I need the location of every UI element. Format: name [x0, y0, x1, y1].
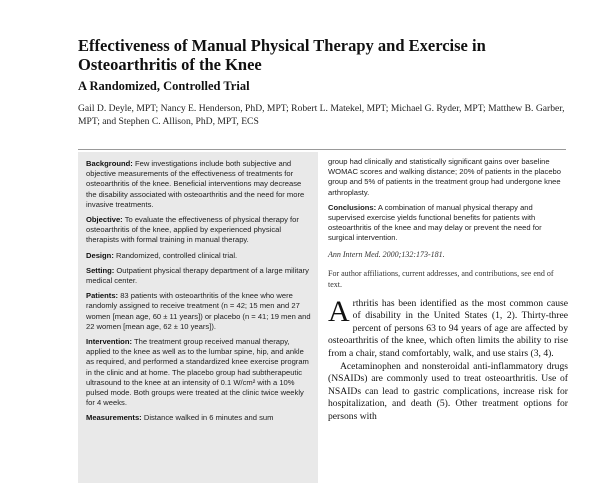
author-note: For author affiliations, current addresses, and contributions, see end of text.	[328, 268, 554, 289]
abstract-measurements	[86, 413, 312, 423]
body-paragraph-2: Acetaminophen and nonsteroidal anti-inflammatory drugs (NSAIDs) are commonly used to treat osteoarthritis. Use of NSAIDs can lead to gastric complications, increase risk for hospitalization, and death (5). Other treatment options for persons with	[328, 360, 568, 422]
citation: Ann Intern Med. 2000;132:173-181.	[328, 249, 445, 259]
abstract-setting	[86, 266, 312, 286]
results-continued: group had clinically and statistically significant gains over baseline WOMAC scores and walking distance; 20% of patients in the placebo group and 5% of patients in the treatment group had undergone knee arthroplasty.	[328, 157, 561, 197]
setting-label: Setting:	[86, 265, 115, 275]
article-subtitle: A Randomized, Controlled Trial	[78, 79, 250, 93]
abstract-intervention	[86, 337, 312, 408]
body-paragraph-1: Arthritis has been identified as the most common cause of disability in the United States (1, 2). Thirty-three percent of persons 63 to 94 years of age are affected by osteoarthritis of the knee, which often limits the ability to rise from a chair, stand comfortably, walk, and use stairs (3, 4).	[328, 294, 568, 359]
background-text: Few investigations include both subjective and objective measurements of the effectiveness of treatments for osteoarthritis of the knee. Beneficial interventions may decrease the disability associated with osteoarthritis and the need for more invasive treatments.	[86, 159, 305, 209]
right-column	[328, 157, 568, 424]
measurements-label: Measurements:	[86, 413, 142, 423]
abstract-design	[86, 251, 312, 261]
abstract-conclusions	[328, 203, 568, 244]
design-label: Design:	[86, 250, 114, 260]
patients-text: 83 patients with osteoarthritis of the knee who were randomly assigned to receive treatment (n = 42; 15 men and 27 women [mean age, 60 ± 11 years]) or placebo (n = 41; 19 men and 22 women [mean age, 62 ± 10 years]).	[86, 291, 311, 331]
conclusions-text: A combination of manual physical therapy and supervised exercise yields functional benefits for patients with osteoarthritis of the knee and may delay or prevent the need for surgical intervention.	[328, 202, 542, 243]
patients-label: Patients:	[86, 291, 119, 301]
abstract-background	[86, 159, 312, 210]
author-list: Gail D. Deyle, MPT; Nancy E. Henderson, PhD, MPT; Robert L. Matekel, MPT; Michael G. Ryder, MPT; Matthew B. Garber, MPT; and Stephen C. Allison, PhD, MPT, ECS	[78, 103, 565, 127]
objective-text: To evaluate the effectiveness of physical therapy for osteoarthritis of the knee, applied by experienced physical therapists with formal training in manual therapy.	[86, 215, 299, 245]
article-title: Effectiveness of Manual Physical Therapy and Exercise in Osteoarthritis of the Knee	[78, 36, 486, 74]
background-label: Background:	[86, 159, 133, 168]
measurements-text: Distance walked in 6 minutes and sum	[143, 413, 274, 423]
conclusions-label: Conclusions:	[328, 202, 377, 212]
objective-label: Objective:	[86, 215, 123, 225]
drop-cap: A	[328, 294, 350, 328]
abstract-objective	[86, 215, 312, 246]
design-text: Randomized, controlled clinical trial.	[115, 250, 238, 260]
abstract-box	[78, 152, 318, 483]
abstract-patients	[86, 291, 312, 332]
intervention-text: The treatment group received manual therapy, applied to the knee as well as to the lumbar spine, hip, and ankle as required, and performed a standardized knee exercise program in the clinic and at home. The placebo group had subtherapeutic ultrasound to the knee at an intensity of 0.1 W/cm² with a 10% pulsed mode. Both groups were treated at the clinic twice weekly for 4 weeks.	[86, 337, 309, 408]
setting-text: Outpatient physical therapy department of a large military medical center.	[86, 265, 309, 286]
body-text	[328, 294, 568, 424]
header-divider	[78, 149, 566, 150]
intervention-label: Intervention:	[86, 337, 132, 347]
